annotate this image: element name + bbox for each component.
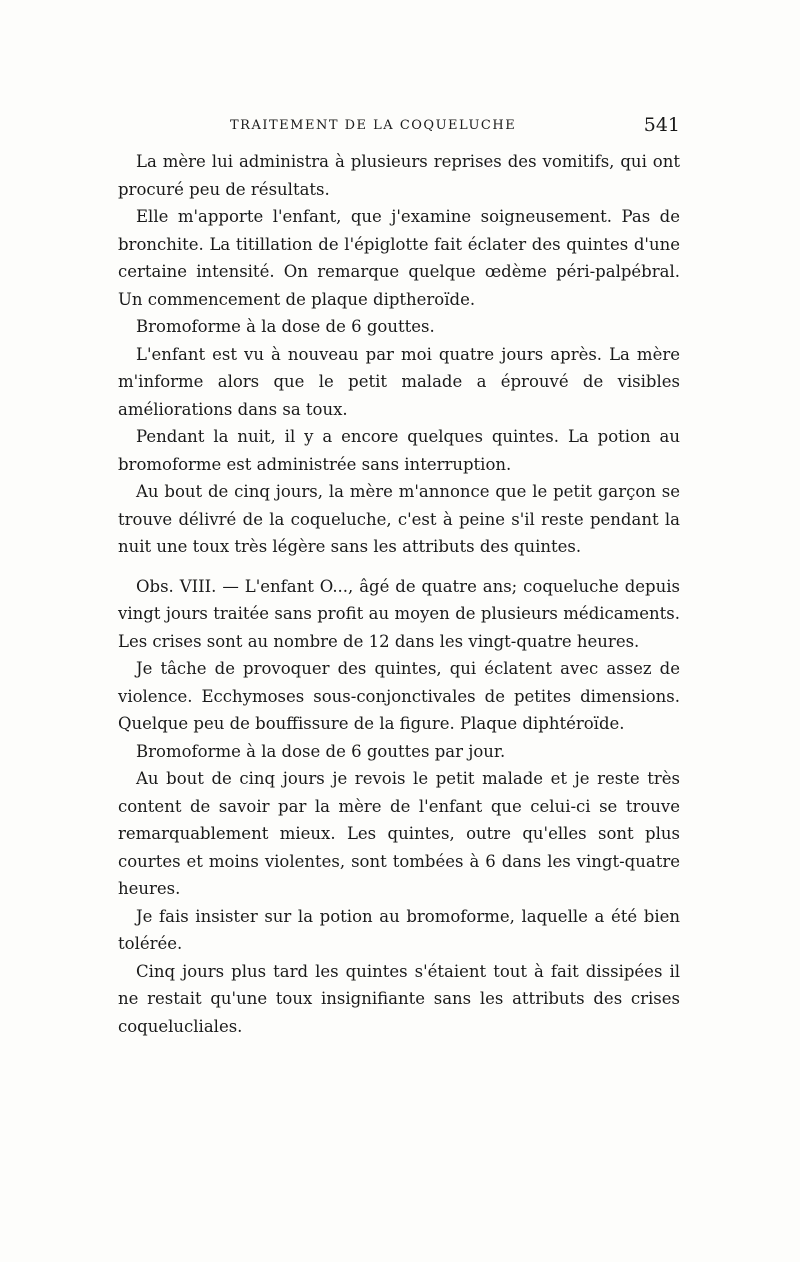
paragraph: Je tâche de provoquer des quintes, qui éclatent avec assez de violence. Ecchymoses sous-conjonctivales de petites dimensions. Quelque peu de bouffissure de la figure. Plaque diphtéroïde. xyxy=(118,659,680,733)
body-text xyxy=(118,148,680,1040)
paragraph: Je fais insister sur la potion au bromoforme, laquelle a été bien tolérée. xyxy=(118,906,680,953)
paragraph: Au bout de cinq jours, la mère m'annonce que le petit garçon se trouve délivré de la coqueluche, c'est à peine s'il reste pendant la nuit une toux très légère sans les attributs des quintes. xyxy=(118,482,680,556)
paragraph: Au bout de cinq jours je revois le petit malade et je reste très content de savoir par la mère de l'enfant que celui-ci se trouve remarquablement mieux. Les quintes, outre qu'elles sont plus courtes et moins violentes, sont tombées à 6 dans les vingt-quatre heures. xyxy=(118,769,680,898)
page-header xyxy=(120,114,680,142)
observation-paragraph: Obs. VIII. — L'enfant O..., âgé de quatre ans; coqueluche depuis vingt jours traitée sans profit au moyen de plusieurs médicaments. Les crises sont au nombre de 12 dans les vingt-quatre heures. xyxy=(118,576,680,651)
running-title: TRAITEMENT DE LA COQUELUCHE xyxy=(230,118,517,133)
paragraph: Bromoforme à la dose de 6 gouttes. xyxy=(136,317,435,336)
paragraph: Cinq jours plus tard les quintes s'étaient tout à fait dissipées il ne restait qu'une toux insignifiante sans les attributs des crises coquelucliales. xyxy=(118,961,680,1036)
paragraph: L'enfant est vu à nouveau par moi quatre jours après. La mère m'informe alors que le petit malade a éprouvé de visibles améliorations dans sa toux. xyxy=(118,344,680,419)
page-number: 541 xyxy=(643,114,680,136)
paragraph: La mère lui administra à plusieurs reprises des vomitifs, qui ont procuré peu de résultats. xyxy=(118,152,680,199)
paragraph: Bromoforme à la dose de 6 gouttes par jour. xyxy=(136,741,506,761)
paragraph: Elle m'apporte l'enfant, que j'examine soigneusement. Pas de bronchite. La titillation de l'épiglotte fait éclater des quintes d'une certaine intensité. On remarque quelque œdème péri-palpébral. Un commencement de plaque diptheroïde. xyxy=(118,207,680,309)
paragraph: Pendant la nuit, il y a encore quelques quintes. La potion au bromoforme est administrée sans interruption. xyxy=(118,427,680,474)
